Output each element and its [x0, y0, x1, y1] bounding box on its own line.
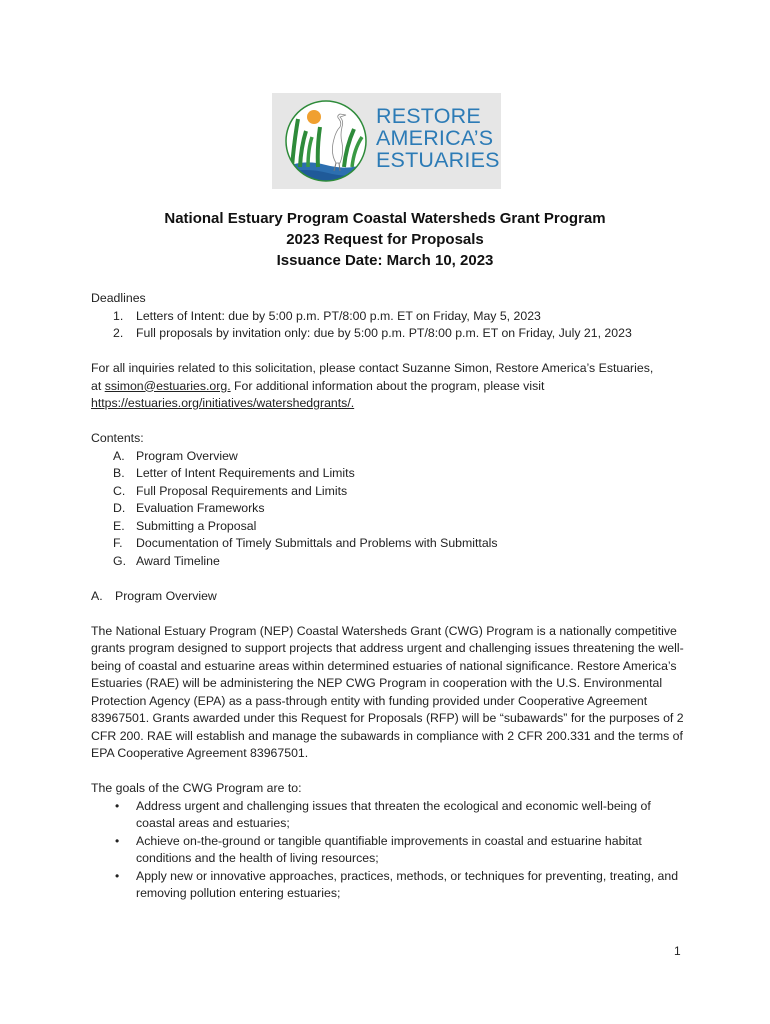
goals-list	[91, 798, 691, 903]
deadline-number: 2.	[113, 326, 124, 340]
contents-item	[91, 518, 691, 536]
contents-letter: B.	[113, 466, 125, 480]
goal-item	[91, 798, 691, 833]
section-a-title: Program Overview	[115, 588, 217, 603]
email-link[interactable]: ssimon@estuaries.org.	[104, 378, 231, 393]
document-title	[0, 208, 770, 271]
contents-text: Documentation of Timely Submittals and Problems with Submittals	[136, 536, 498, 550]
goal-item	[91, 868, 691, 903]
page-number: 1	[674, 944, 681, 958]
bullet-icon: •	[115, 798, 120, 813]
deadlines-heading: Deadlines	[91, 291, 146, 305]
logo-line-1: RESTORE	[376, 104, 481, 128]
deadline-number: 1.	[113, 308, 124, 323]
bullet-icon: •	[115, 833, 120, 848]
logo-line-3: ESTUARIES	[376, 148, 500, 172]
contents-item	[91, 483, 691, 501]
goal-text: Achieve on-the-ground or tangible quantifiable improvements in coastal and estuarine habitat conditions and the health of living resources;	[136, 833, 642, 865]
contents-text: Evaluation Frameworks	[136, 501, 265, 515]
section-a-letter: A.	[91, 588, 103, 603]
contents-letter: D.	[113, 501, 126, 515]
restore-americas-estuaries-logo	[272, 93, 501, 189]
contents-text: Award Timeline	[136, 553, 220, 568]
contents-heading: Contents:	[91, 431, 144, 445]
contents-text: Letter of Intent Requirements and Limits	[136, 466, 355, 480]
document-body	[91, 290, 691, 903]
deadline-item	[91, 325, 691, 343]
goals-intro: The goals of the CWG Program are to:	[91, 781, 302, 795]
contents-text: Submitting a Proposal	[136, 518, 257, 533]
deadline-item	[91, 308, 691, 326]
contact-text-1: For all inquiries related to this solicitation, please contact Suzanne Simon, Restore America’s Estuaries,	[91, 361, 654, 375]
contents-letter: E.	[113, 518, 125, 533]
goal-text: Apply new or innovative approaches, practices, methods, or techniques for preventing, treating, and removing pollution entering estuaries;	[136, 868, 679, 900]
program-overview-paragraph: The National Estuary Program (NEP) Coastal Watersheds Grant (CWG) Program is a nationally competitive grants program designed to support projects that address urgent and challenging issues threatening the well-being of coastal and estuarine areas within determined estuaries of national significance. Restore America’s Estuaries (RAE) will be administering the NEP CWG Program in cooperation with the U.S. Environmental Protection Agency (EPA) as a pass-through entity with funding provided under Cooperative Agreement 83967501. Grants awarded under this Request for Proposals (RFP) will be “subawards” for the purposes of 2 CFR 200. RAE will establish and manage the subawards in compliance with 2 CFR 200.331 and the terms of EPA Cooperative Agreement 83967501.	[91, 623, 684, 760]
bullet-icon: •	[115, 868, 120, 883]
contact-text-2: For additional information about the program, please visit	[230, 378, 545, 393]
contents-list	[91, 448, 691, 571]
contents-text: Full Proposal Requirements and Limits	[136, 483, 348, 498]
title-line-2: 2023 Request for Proposals	[286, 231, 484, 248]
contents-letter: F.	[113, 536, 123, 550]
title-line-3: Issuance Date: March 10, 2023	[276, 252, 494, 269]
section-a-heading	[91, 588, 691, 606]
goal-item	[91, 833, 691, 868]
contents-text: Program Overview	[136, 448, 238, 463]
deadline-text: Full proposals by invitation only: due by 5:00 p.m. PT/8:00 p.m. ET on Friday, July 21, 2023	[136, 326, 632, 340]
deadlines-list	[91, 308, 691, 343]
contents-letter: A.	[113, 448, 125, 463]
contact-at: at	[91, 378, 105, 393]
heron-marsh-emblem-icon	[284, 97, 368, 185]
contact-paragraph	[91, 360, 691, 413]
title-line-1: National Estuary Program Coastal Watersheds Grant Program	[164, 210, 606, 227]
contents-item	[91, 535, 691, 553]
contents-item	[91, 465, 691, 483]
program-url-link[interactable]: https://estuaries.org/initiatives/watershedgrants/.	[91, 396, 355, 410]
contents-item	[91, 553, 691, 571]
logo-wordmark	[376, 105, 500, 171]
contents-letter: G.	[113, 553, 126, 568]
contents-letter: C.	[113, 483, 126, 498]
deadline-text: Letters of Intent: due by 5:00 p.m. PT/8:00 p.m. ET on Friday, May 5, 2023	[136, 308, 541, 323]
logo-line-2: AMERICA’S	[376, 126, 494, 150]
contents-item	[91, 500, 691, 518]
goal-text: Address urgent and challenging issues that threaten the ecological and economic well-being of coastal areas and estuaries;	[136, 798, 651, 830]
contents-item	[91, 448, 691, 466]
